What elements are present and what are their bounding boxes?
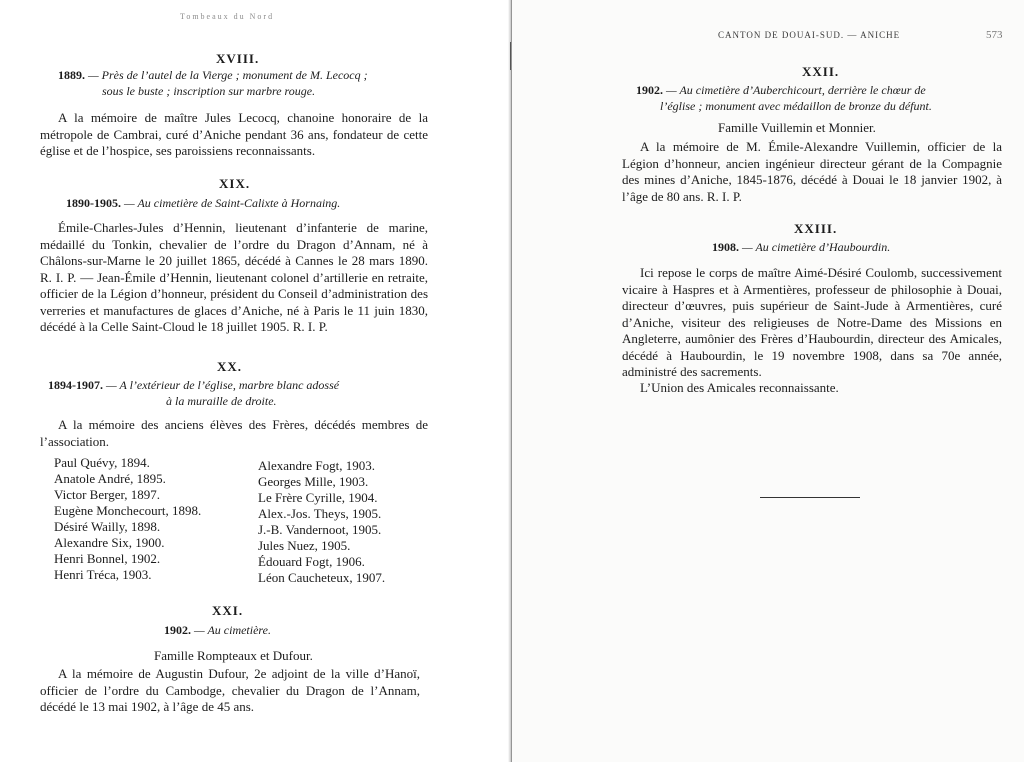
bleed-header: Tombeaux du Nord — [180, 12, 275, 21]
heading-text: — Au cimetière d’Haubourdin. — [742, 240, 891, 254]
page-number: 573 — [986, 29, 1003, 41]
section-number-xx: XX. — [217, 359, 243, 374]
heading-text: — Près de l’autel de la Vierge ; monument de M. Lecocq ; — [88, 68, 368, 82]
names-column-right — [258, 458, 433, 586]
name-entry: Alexandre Six, 1900. — [54, 535, 165, 550]
name-entry: Anatole André, 1895. — [54, 471, 166, 486]
name-entry: Alexandre Fogt, 1903. — [258, 458, 375, 473]
name-entry: J.-B. Vandernoot, 1905. — [258, 522, 382, 537]
heading-year: 1889. — [58, 68, 85, 82]
heading-xviii — [58, 67, 438, 99]
name-entry: Henri Tréca, 1903. — [54, 567, 152, 582]
crop-mark — [510, 42, 511, 70]
name-entry: Georges Mille, 1903. — [258, 474, 369, 489]
right-page — [512, 0, 1024, 762]
section-number-xxi: XXI. — [212, 603, 244, 618]
heading-xxii — [636, 82, 1016, 114]
section-number-xxiii: XXIII. — [794, 221, 838, 236]
inscription-xxi: A la mémoire de Augustin Dufour, 2e adjoint de la ville d’Hanoï, officier de l’ordre du Cambodge, chevalier du Dragon de l’Annam, décédé le 13 mai 1902, à l’âge de 45 ans. — [40, 666, 420, 714]
heading-text: — Au cimetière. — [194, 623, 271, 637]
heading-text: — Au cimetière d’Auberchicourt, derrière le chœur de — [666, 83, 926, 97]
heading-xx — [48, 377, 428, 409]
name-entry: Jules Nuez, 1905. — [258, 538, 351, 553]
heading-xxi — [164, 622, 364, 638]
heading-year: 1890-1905. — [66, 196, 121, 210]
heading-year: 1894-1907. — [48, 378, 103, 392]
family-line-xxi: Famille Rompteaux et Dufour. — [154, 648, 313, 663]
family-line-xxii: Famille Vuillemin et Monnier. — [718, 120, 876, 135]
heading-text-continued: sous le buste ; inscription sur marbre rouge. — [102, 84, 316, 98]
section-number-xix: XIX. — [219, 176, 251, 191]
heading-text-continued: à la muraille de droite. — [166, 394, 277, 408]
heading-year: 1902. — [636, 83, 663, 97]
name-entry: Le Frère Cyrille, 1904. — [258, 490, 378, 505]
names-column-left — [54, 455, 244, 583]
name-entry: Léon Caucheteux, 1907. — [258, 570, 386, 585]
heading-text-continued: l’église ; monument avec médaillon de bronze du défunt. — [660, 99, 932, 113]
section-number-xviii: XVIII. — [216, 51, 260, 66]
inscription-xx: A la mémoire des anciens élèves des Frères, décédés membres de l’association. — [40, 417, 428, 449]
inscription-xix: Émile-Charles-Jules d’Hennin, lieutenant d’infanterie de marine, médaillé du Tonkin, chevalier de l’ordre du Dragon d’Annam, né à Châlons-sur-Marne le 20 juillet 1865, décédé à Cannes le 28 mars 1890. R. I. P. — Jean-Émile d’Hennin, lieutenant colonel d’artillerie en retraite, officier de la Légion d’honneur, président du Conseil d’administration des verreries et manufactures de glaces d’Aniche, né à Paris le 11 juin 1830, décédé à la Celle Saint-Cloud le 18 juillet 1905. R. I. P. — [40, 220, 428, 334]
heading-year: 1902. — [164, 623, 191, 637]
name-entry: Désiré Wailly, 1898. — [54, 519, 161, 534]
inscription-xxiii: Ici repose le corps de maître Aimé-Désiré Coulomb, successivement vicaire à Haspres et à Armentières, professeur de philosophie à Douai, directeur d’œuvres, puis supérieur de Saint-Jude à Armentières, curé d’Aniche, visiteur des religieuses de Notre-Dame des Missions en Angleterre, aumônier des Frères d’Haubourdin, directeur des Amicales, décédé à Haubourdin, le 19 novembre 1908, dans sa 70e année, administré des sacrements. — [622, 265, 1002, 379]
running-head: CANTON DE DOUAI-SUD. — ANICHE — [718, 30, 901, 40]
closing-line-xxiii: L’Union des Amicales reconnaissante. — [640, 380, 839, 395]
heading-year: 1908. — [712, 240, 739, 254]
heading-text: — Au cimetière de Saint-Calixte à Hornaing. — [124, 196, 341, 210]
heading-xix — [66, 195, 426, 211]
name-entry: Paul Quévy, 1894. — [54, 455, 150, 470]
name-entry: Alex.-Jos. Theys, 1905. — [258, 506, 382, 521]
end-rule — [760, 497, 860, 498]
name-entry: Henri Bonnel, 1902. — [54, 551, 161, 566]
heading-text: — A l’extérieur de l’église, marbre blanc adossé — [106, 378, 340, 392]
name-entry: Victor Berger, 1897. — [54, 487, 161, 502]
inscription-xxii: A la mémoire de M. Émile-Alexandre Vuillemin, officier de la Légion d’honneur, ancien ingénieur directeur gérant de la Compagnie des mines d’Aniche, 1845-1876, décédé à Douai le 18 janvier 1902, à l’âge de 80 ans. R. I. P. — [622, 139, 1002, 204]
inscription-xviii: A la mémoire de maître Jules Lecocq, chanoine honoraire de la métropole de Cambrai, curé d’Aniche pendant 36 ans, fondateur de cette église et de l’hospice, ses paroissiens reconnaissants. — [40, 110, 428, 158]
name-entry: Eugène Monchecourt, 1898. — [54, 503, 202, 518]
section-number-xxii: XXII. — [802, 64, 840, 79]
name-entry: Édouard Fogt, 1906. — [258, 554, 365, 569]
heading-xxiii — [712, 239, 972, 255]
